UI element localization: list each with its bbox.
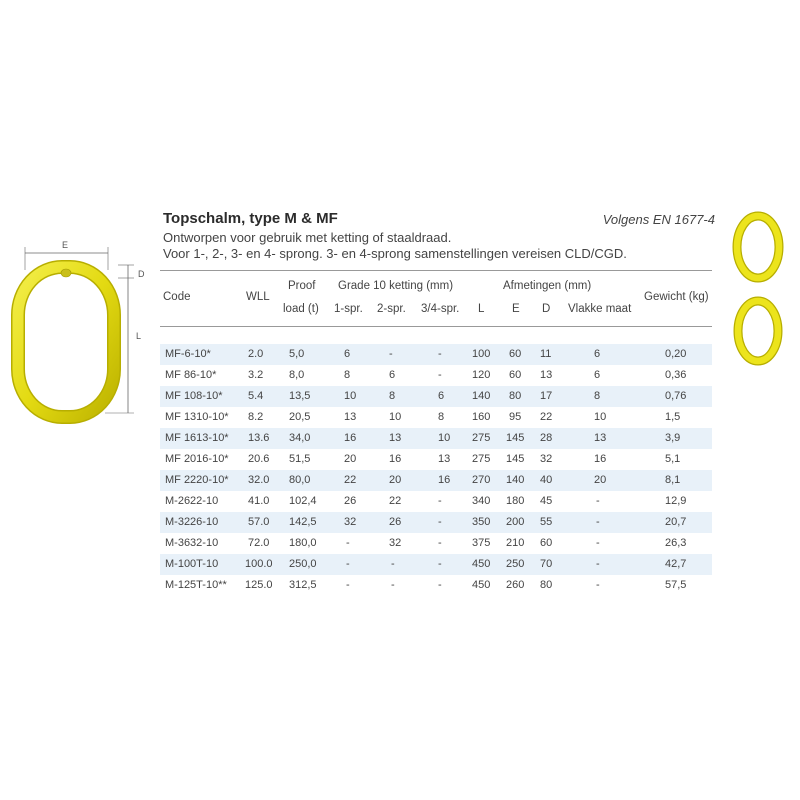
cell-2-leg: - xyxy=(391,579,395,591)
cell-weight: 0,76 xyxy=(665,390,687,402)
cell-2-leg: 22 xyxy=(389,495,402,507)
cell-flat-size: 6 xyxy=(594,369,601,381)
standard-note: Volgens EN 1677-4 xyxy=(602,212,715,227)
cell-proof: 51,5 xyxy=(289,453,311,465)
cell-1-leg: - xyxy=(346,579,350,591)
cell-proof: 8,0 xyxy=(289,369,305,381)
cell-2-leg: 26 xyxy=(389,516,402,528)
table-row xyxy=(160,428,712,449)
dimension-l-label: L xyxy=(136,331,142,341)
table-row xyxy=(160,344,712,365)
cell-wll: 72.0 xyxy=(248,537,270,549)
cell-1-leg: - xyxy=(346,537,350,549)
header-1-leg: 1-spr. xyxy=(334,303,363,315)
cell-weight: 0,36 xyxy=(665,369,687,381)
header-proof-unit: load (t) xyxy=(283,303,319,315)
cell-code: MF 2016-10* xyxy=(165,453,229,465)
cell-l: 160 xyxy=(472,411,491,423)
cell-weight: 8,1 xyxy=(665,474,681,486)
cell-2-leg: 32 xyxy=(389,537,402,549)
cell-d: 11 xyxy=(540,348,552,360)
cell-code: MF 108-10* xyxy=(165,390,223,402)
cell-weight: 20,7 xyxy=(665,516,687,528)
cell-flat-size: 10 xyxy=(594,411,607,423)
header-3-4-leg: 3/4-spr. xyxy=(421,303,460,315)
table-row xyxy=(160,491,712,512)
cell-flat-size: - xyxy=(596,537,600,549)
cell-proof: 34,0 xyxy=(289,432,311,444)
cell-e: 260 xyxy=(506,579,525,591)
cell-code: MF 1613-10* xyxy=(165,432,229,444)
cell-1-leg: 20 xyxy=(344,453,357,465)
cell-code: M-3632-10 xyxy=(165,537,219,549)
cell-weight: 3,9 xyxy=(665,432,681,444)
header-flat-size: Vlakke maat xyxy=(568,303,632,315)
header-weight: Gewicht (kg) xyxy=(644,291,709,303)
table-row xyxy=(160,449,712,470)
cell-code: M-100T-10 xyxy=(165,558,219,570)
cell-wll: 8.2 xyxy=(248,411,264,423)
header-proof: Proof xyxy=(288,280,316,292)
cell-d: 13 xyxy=(540,369,553,381)
product-title: Topschalm, type M & MF xyxy=(163,210,338,227)
header-bottom-divider xyxy=(160,326,712,327)
cell-d: 17 xyxy=(540,390,553,402)
cell-proof: 13,5 xyxy=(289,390,311,402)
cell-wll: 13.6 xyxy=(248,432,270,444)
cell-1-leg: 10 xyxy=(344,390,357,402)
cell-weight: 26,3 xyxy=(665,537,687,549)
cell-3-4-leg: 13 xyxy=(438,453,451,465)
cell-1-leg: - xyxy=(346,558,350,570)
cell-code: M-3226-10 xyxy=(165,516,219,528)
cell-d: 80 xyxy=(540,579,553,591)
cell-l: 140 xyxy=(472,390,491,402)
title-block xyxy=(163,210,715,261)
product-usage-note: Voor 1-, 2-, 3- en 4- sprong. 3- en 4-sprong samenstellingen vereisen CLD/CGD. xyxy=(163,246,627,261)
table-row xyxy=(160,554,712,575)
table-row xyxy=(160,533,712,554)
cell-code: MF 1310-10* xyxy=(165,411,229,423)
cell-1-leg: 26 xyxy=(344,495,357,507)
master-link-photo-top xyxy=(728,205,788,295)
cell-l: 340 xyxy=(472,495,491,507)
master-link-photo-bottom xyxy=(728,295,788,380)
cell-3-4-leg: 10 xyxy=(438,432,451,444)
cell-e: 250 xyxy=(506,558,525,570)
cell-l: 275 xyxy=(472,432,491,444)
cell-proof: 20,5 xyxy=(289,411,311,423)
cell-3-4-leg: - xyxy=(438,516,442,528)
cell-wll: 32.0 xyxy=(248,474,270,486)
cell-flat-size: 8 xyxy=(594,390,601,402)
cell-e: 60 xyxy=(509,369,522,381)
product-table xyxy=(160,344,712,596)
cell-3-4-leg: 6 xyxy=(438,390,445,402)
cell-l: 275 xyxy=(472,453,491,465)
header-dimensions: Afmetingen (mm) xyxy=(503,280,592,292)
cell-wll: 3.2 xyxy=(248,369,264,381)
cell-3-4-leg: - xyxy=(438,348,442,360)
cell-l: 120 xyxy=(472,369,491,381)
table-row xyxy=(160,407,712,428)
cell-flat-size: 16 xyxy=(594,453,607,465)
cell-code: MF-6-10* xyxy=(165,348,211,360)
cell-1-leg: 6 xyxy=(344,348,351,360)
cell-wll: 57.0 xyxy=(248,516,270,528)
cell-proof: 312,5 xyxy=(289,579,317,591)
cell-3-4-leg: - xyxy=(438,495,442,507)
cell-proof: 5,0 xyxy=(289,348,305,360)
cell-1-leg: 32 xyxy=(344,516,357,528)
cell-flat-size: 6 xyxy=(594,348,601,360)
header-e: E xyxy=(512,303,520,315)
dimension-e-label: E xyxy=(62,240,69,250)
cell-e: 80 xyxy=(509,390,522,402)
cell-wll: 125.0 xyxy=(245,579,273,591)
cell-2-leg: 6 xyxy=(389,369,396,381)
cell-flat-size: - xyxy=(596,516,600,528)
cell-flat-size: - xyxy=(596,579,600,591)
cell-proof: 102,4 xyxy=(289,495,317,507)
table-row xyxy=(160,470,712,491)
cell-weight: 1,5 xyxy=(665,411,681,423)
cell-wll: 5.4 xyxy=(248,390,264,402)
cell-weight: 42,7 xyxy=(665,558,687,570)
cell-1-leg: 8 xyxy=(344,369,351,381)
header-code: Code xyxy=(163,291,191,303)
cell-e: 210 xyxy=(506,537,525,549)
product-description: Ontworpen voor gebruik met ketting of staaldraad. xyxy=(163,230,452,245)
cell-3-4-leg: 8 xyxy=(438,411,445,423)
cell-l: 375 xyxy=(472,537,491,549)
cell-wll: 41.0 xyxy=(248,495,270,507)
cell-e: 145 xyxy=(506,432,525,444)
cell-l: 450 xyxy=(472,579,491,591)
cell-d: 22 xyxy=(540,411,553,423)
cell-3-4-leg: - xyxy=(438,369,442,381)
cell-flat-size: 20 xyxy=(594,474,607,486)
cell-wll: 100.0 xyxy=(245,558,273,570)
cell-d: 40 xyxy=(540,474,553,486)
cell-d: 70 xyxy=(540,558,553,570)
cell-l: 270 xyxy=(472,474,491,486)
cell-e: 200 xyxy=(506,516,525,528)
table-row xyxy=(160,512,712,533)
header-grade-chain: Grade 10 ketting (mm) xyxy=(338,280,454,292)
cell-proof: 80,0 xyxy=(289,474,311,486)
cell-d: 28 xyxy=(540,432,553,444)
cell-d: 32 xyxy=(540,453,553,465)
cell-d: 60 xyxy=(540,537,553,549)
header-2-leg: 2-spr. xyxy=(377,303,406,315)
dimension-d-label: D xyxy=(138,269,145,279)
cell-2-leg: - xyxy=(391,558,395,570)
cell-proof: 250,0 xyxy=(289,558,317,570)
cell-2-leg: 16 xyxy=(389,453,402,465)
cell-d: 55 xyxy=(540,516,553,528)
cell-2-leg: 13 xyxy=(389,432,402,444)
table-row xyxy=(160,575,712,596)
table-row xyxy=(160,365,712,386)
cell-1-leg: 22 xyxy=(344,474,357,486)
cell-e: 60 xyxy=(509,348,522,360)
cell-flat-size: - xyxy=(596,558,600,570)
header-d: D xyxy=(542,303,551,315)
cell-code: MF 2220-10* xyxy=(165,474,229,486)
cell-2-leg: - xyxy=(389,348,393,360)
cell-l: 450 xyxy=(472,558,491,570)
cell-code: M-125T-10** xyxy=(165,579,227,591)
cell-proof: 180,0 xyxy=(289,537,317,549)
cell-e: 180 xyxy=(506,495,525,507)
cell-flat-size: 13 xyxy=(594,432,607,444)
cell-3-4-leg: 16 xyxy=(438,474,451,486)
cell-2-leg: 10 xyxy=(389,411,402,423)
cell-2-leg: 8 xyxy=(389,390,396,402)
cell-3-4-leg: - xyxy=(438,537,442,549)
cell-proof: 142,5 xyxy=(289,516,317,528)
cell-1-leg: 16 xyxy=(344,432,357,444)
cell-1-leg: 13 xyxy=(344,411,357,423)
cell-e: 145 xyxy=(506,453,525,465)
cell-e: 140 xyxy=(506,474,525,486)
cell-code: MF 86-10* xyxy=(165,369,217,381)
cell-l: 350 xyxy=(472,516,491,528)
cell-l: 100 xyxy=(472,348,491,360)
cell-d: 45 xyxy=(540,495,553,507)
cell-weight: 12,9 xyxy=(665,495,687,507)
cell-3-4-leg: - xyxy=(438,558,442,570)
cell-weight: 5,1 xyxy=(665,453,681,465)
cell-code: M-2622-10 xyxy=(165,495,219,507)
cell-wll: 20.6 xyxy=(248,453,270,465)
cell-2-leg: 20 xyxy=(389,474,402,486)
table-row xyxy=(160,386,712,407)
header-top-divider xyxy=(160,270,712,271)
master-link-diagram xyxy=(0,225,160,435)
cell-wll: 2.0 xyxy=(248,348,264,360)
header-l: L xyxy=(478,303,485,315)
cell-flat-size: - xyxy=(596,495,600,507)
cell-e: 95 xyxy=(509,411,522,423)
header-wll: WLL xyxy=(246,291,270,303)
cell-weight: 0,20 xyxy=(665,348,687,360)
cell-3-4-leg: - xyxy=(438,579,442,591)
cell-weight: 57,5 xyxy=(665,579,687,591)
